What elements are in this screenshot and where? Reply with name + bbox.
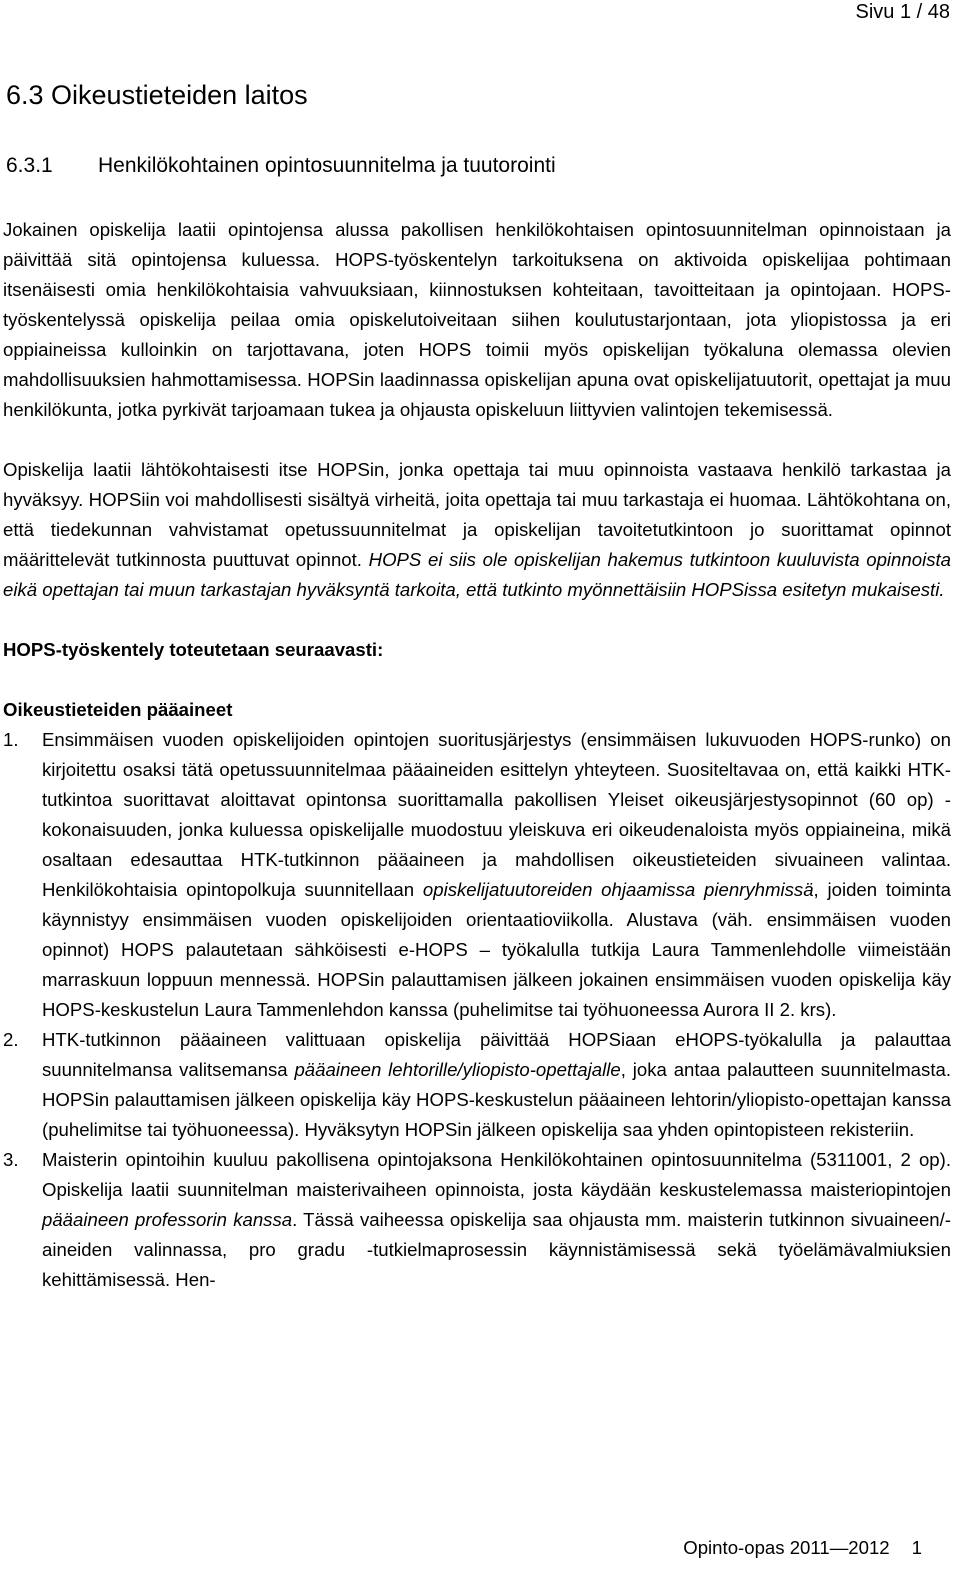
major-subjects-heading: Oikeustieteiden pääaineet bbox=[3, 699, 233, 720]
list-item-text: Maisterin opintoihin kuuluu pakollisena opintojaksona Henkilökohtainen opintosuunnitelma (5311001, 2 op). Opiskelija laatii suunnitelman maisterivaiheen opinnoista, josta käydään keskustelemassa maisteriopintojen pääaineen professorin kanssa. Tässä vaiheessa opiskelija saa ohjausta mm. maisterin tutkinnon sivuaineen/-aineiden valinnassa, pro gradu -tutkielmaprosessin käynnistämisessä sekä työelämävalmiuksien kehittämisessä. Hen- bbox=[42, 1149, 951, 1290]
list-item-emphasis: pääaineen lehtorille/yliopisto-opettajalle bbox=[294, 1059, 621, 1080]
page-footer bbox=[683, 1536, 922, 1560]
hops-work-heading: HOPS-työskentely toteutetaan seuraavasti: bbox=[3, 639, 384, 660]
subsection-title: Henkilökohtainen opintosuunnitelma ja tuutorointi bbox=[98, 154, 556, 177]
paragraph-2 bbox=[3, 455, 951, 605]
list-item-number: 1. bbox=[3, 729, 19, 750]
subsection-number: 6.3.1 bbox=[6, 154, 53, 177]
list-item-text: HTK-tutkinnon pääaineen valittuaan opiskelija päivittää HOPSiaan eHOPS-työkalulla ja palauttaa suunnitelmansa valitsemansa pääaineen lehtorille/yliopisto-opettajalle, joka antaa palautteen suunnitelmasta. HOPSin palauttamisen jälkeen opiskelija käy HOPS-keskustelun pääaineen lehtorin/yliopisto-opettajan kanssa (puhelimitse tai työhuoneessa). Hyväksytyn HOPSin jälkeen opiskelija saa yhden opintopisteen rekisteriin. bbox=[42, 1029, 951, 1140]
paragraph-2-emphasis: HOPS ei siis ole opiskelijan hakemus tutkintoon kuuluvista opinnoista eikä opettajan tai muun tarkastajan hyväksyntä tarkoita, että tutkinto myönnettäisiin HOPSissa esitetyn mukaisesti. bbox=[3, 549, 951, 600]
page-number: Sivu 1 / 48 bbox=[855, 1, 950, 23]
hops-steps-list bbox=[3, 725, 951, 1295]
list-item bbox=[3, 1025, 951, 1145]
list-item-number: 2. bbox=[3, 1029, 19, 1050]
document-body bbox=[3, 215, 951, 1295]
subsection-heading bbox=[6, 152, 556, 180]
footer-page-number: 1 bbox=[911, 1537, 922, 1558]
list-item-emphasis: pääaineen professorin kanssa bbox=[42, 1209, 293, 1230]
list-item bbox=[3, 1145, 951, 1295]
list-item-text: Ensimmäisen vuoden opiskelijoiden opintojen suoritusjärjestys (ensimmäisen lukuvuoden HOPS-runko) on kirjoitettu osaksi tätä opetussuunnitelmaa pääaineiden esittelyn yhteyteen. Suositeltavaa on, että kaikki HTK-tutkintoa suorittavat aloittavat opintonsa suorittamalla pakollisen Yleiset oikeusjärjestysopinnot (60 op) -kokonaisuuden, jonka kuluessa opiskelijalle muodostuu yleiskuva eri oikeudenaloista myös oppiaineina, mikä osaltaan edesauttaa HTK-tutkinnon pääaineen ja mahdollisen oikeustieteiden sivuaineen valintaa. Henkilökohtaisia opintopolkuja suunnitellaan opiskelijatuutoreiden ohjaamissa pienryhmissä, joiden toiminta käynnistyy ensimmäisen vuoden opiskelijoiden orientaatioviikolla. Alustava (väh. ensimmäisen vuoden opinnot) HOPS palautetaan sähköisesti e-HOPS – työkalulla tutkija Laura Tammenlehdolle viimeistään marraskuun loppuun mennessä. HOPSin palauttamisen jälkeen jokainen ensimmäisen vuoden opiskelija käy HOPS-keskustelun Laura Tammenlehdon kanssa (puhelimitse tai työhuoneessa Aurora II 2. krs). bbox=[42, 729, 951, 1020]
paragraph-2-text: Opiskelija laatii lähtökohtaisesti itse HOPSin, jonka opettaja tai muu opinnoista vastaava henkilö tarkastaa ja hyväksyy. HOPSiin voi mahdollisesti sisältyä virheitä, joita opettaja tai muu tarkastaja ei huomaa. Lähtökohtana on, että tiedekunnan vahvistamat opetussuunnitelmat ja opiskelijan tavoitetutkintoon jo suorittamat opinnot määrittelevät tutkinnosta puuttuvat opinnot. bbox=[3, 459, 951, 570]
paragraph-1: Jokainen opiskelija laatii opintojensa alussa pakollisen henkilökohtaisen opintosuunnitelman opinnoistaan ja päivittää sitä opintojensa kuluessa. HOPS-työskentelyn tarkoituksena on aktivoida opiskelijaa pohtimaan itsenäisesti omia henkilökohtaisia vahvuuksiaan, kiinnostuksen kohteitaan, tavoitteitaan ja opintojaan. HOPS-työskentelyssä opiskelija peilaa omia opiskelutoiveitaan siihen koulutustarjontaan, jota yliopistossa ja eri oppiaineissa kulloinkin on tarjottavana, joten HOPS toimii myös opiskelijan työkaluna olemassa olevien mahdollisuuksien hahmottamisessa. HOPSin laadinnassa opiskelijan apuna ovat opiskelijatuutorit, opettajat ja muu henkilökunta, jotka pyrkivät tarjoamaan tukea ja ohjausta opiskeluun liittyvien valintojen tekemisessä. bbox=[3, 219, 951, 420]
section-title: 6.3 Oikeustieteiden laitos bbox=[6, 80, 308, 110]
list-item-number: 3. bbox=[3, 1149, 19, 1170]
footer-guide-title: Opinto-opas 2011—2012 bbox=[683, 1537, 890, 1558]
list-item bbox=[3, 725, 951, 1025]
list-item-emphasis: opiskelijatuutoreiden ohjaamissa pienryhmissä bbox=[422, 879, 814, 900]
